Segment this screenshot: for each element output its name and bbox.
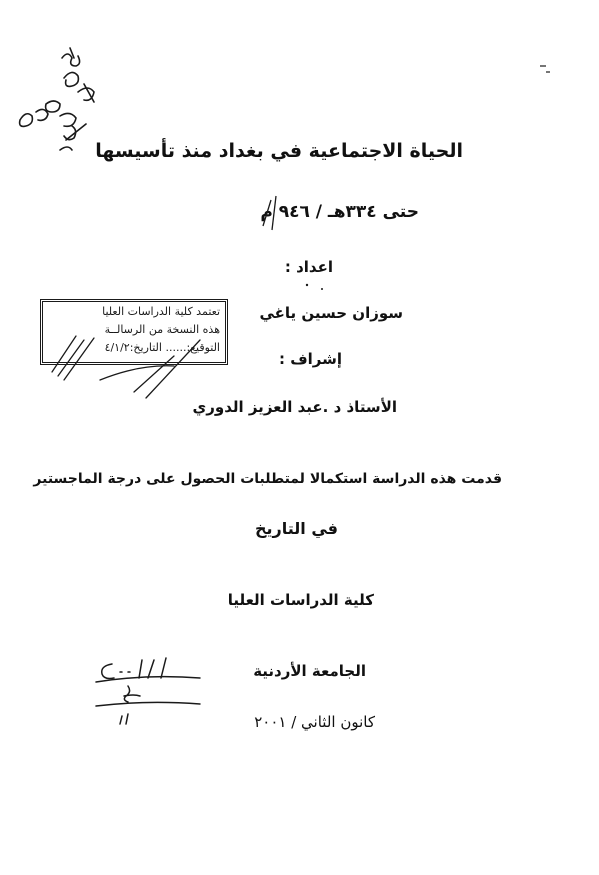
dot-marks [306, 284, 323, 290]
top-left-handwriting [20, 48, 94, 150]
thesis-period: حتى ٣٣٤هـ / ٩٤٦ م [260, 202, 419, 222]
stamp-line-1: تعتمد كلية الدراسات العليا [102, 305, 220, 318]
handwritten-date [96, 658, 200, 724]
stamp-line-2: هذه النسخة من الرسالــة [104, 323, 220, 336]
approval-stamp [42, 301, 226, 363]
supervisor-name: الأستاذ د .عبد العزيز الدوري [192, 398, 397, 416]
issue-date: كانون الثاني / ٢٠٠١ [254, 713, 375, 731]
supervision-label: إشراف : [278, 350, 342, 368]
date-label: في التاريخ [254, 519, 338, 538]
thesis-title: الحياة الاجتماعية في بغداد منذ تأسيسها [95, 140, 463, 162]
top-right-mark [540, 66, 550, 72]
prepared-by-label: اعداد : [284, 258, 333, 276]
university-name: الجامعة الأردنية [253, 662, 366, 680]
submission-statement: قدمت هذه الدراسة استكمالا لمتطلبات الحصول على درجة الماجستير [33, 471, 502, 487]
faculty-name: كلية الدراسات العليا [227, 591, 374, 609]
author-name: سوزان حسين ياغي [259, 304, 403, 322]
stamp-line-3: التوقيع:...... التاريخ:٤/١/٢ [104, 341, 220, 354]
